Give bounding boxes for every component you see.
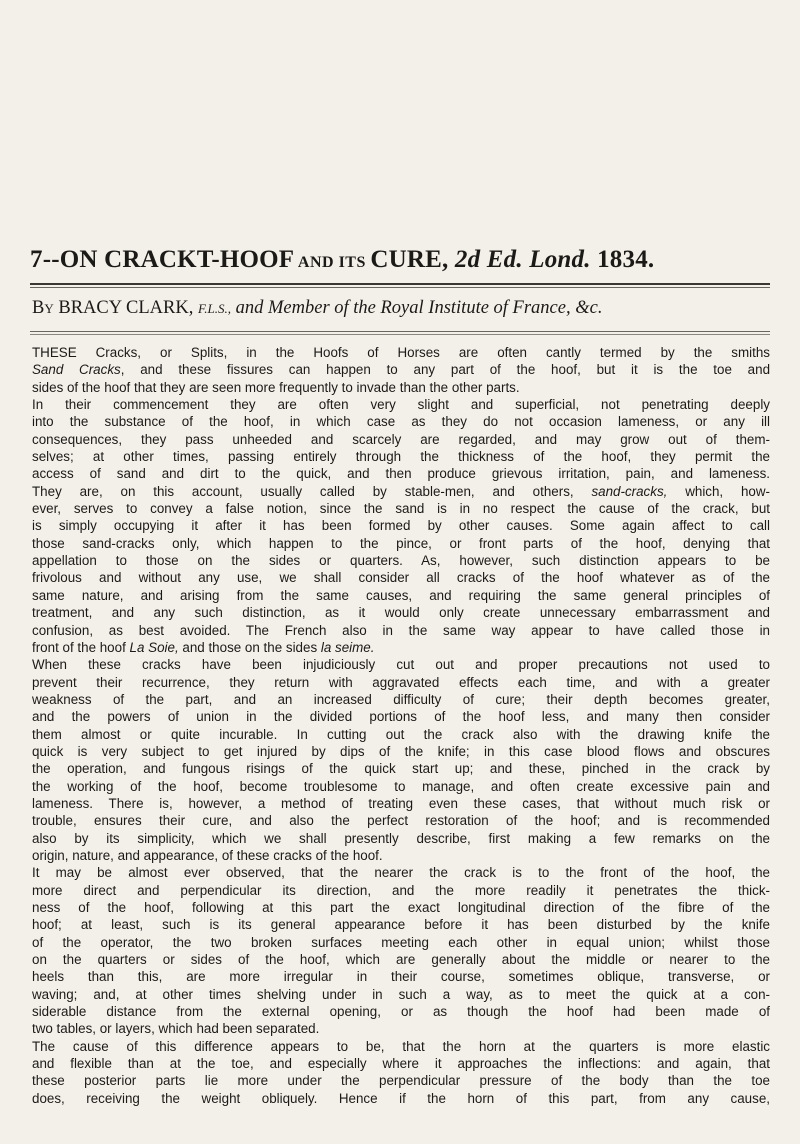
byline-credential: F.L.S., — [198, 301, 231, 316]
byline-affiliation: and Member of the Royal Institute of France, &c. — [231, 298, 603, 318]
byline-rule-upper — [30, 331, 770, 332]
body-line: hoof; at least, such is its general appearance before it has been disturbed by the knife — [32, 917, 770, 933]
body-line: trouble, ensures their cure, and also the perfect restoration of the hoof; and is recommended — [32, 813, 770, 829]
title-year: 1834. — [590, 246, 655, 273]
body-line: also by its simplicity, which we shall presently describe, first making a few remarks on the — [32, 830, 770, 846]
body-line: into the substance of the hoof, in which case as they do not occasion lameness, or any ill — [32, 414, 770, 430]
title-edition: 2d Ed. Lond. — [454, 246, 591, 273]
body-line: the operation, and fungous risings of the quick start up; and these, pinched in the crack by — [32, 761, 770, 777]
author-byline — [32, 298, 772, 319]
body-line: access of sand and dirt to the quick, and then produce grievous irritation, pain, and lameness. — [32, 466, 770, 482]
body-line: It may be almost ever observed, that the nearer the crack is to the front of the hoof, the — [32, 865, 770, 881]
body-line: of the operator, the two broken surfaces meeting each other in equal union; whilst those — [32, 934, 770, 950]
body-line: two tables, or layers, which had been separated. — [32, 1021, 320, 1037]
body-line: They are, on this account, usually called by stable-men, and others, sand-cracks, which, how- — [32, 483, 770, 499]
body-line: appellation to those on the sides or quarters. As, however, such distinction appears to be — [32, 553, 770, 569]
byline-author: BRACY CLARK, — [53, 298, 198, 318]
body-line: quick is very subject to get injured by dips of the knife; in this case blood flows and obscures — [32, 743, 770, 759]
body-line: Sand Cracks, and these fissures can happen to any part of the hoof, but it is the toe and — [32, 362, 770, 378]
body-line: ness of the hoof, following at this part the exact longitudinal direction of the fibre of the — [32, 900, 770, 915]
body-line: on the quarters or sides of the hoof, which are generally about the middle or nearer to the — [32, 952, 770, 968]
body-line: consequences, they pass unheeded and scarcely are regarded, and may grow out of them- — [32, 431, 770, 447]
body-line: confusion, as best avoided. The French also in the same way appear to have called those in — [32, 622, 770, 638]
body-line: same nature, and arising from the same causes, and requiring the same general principles of — [32, 587, 770, 603]
body-line: and the powers of union in the divided portions of the hoof less, and many then consider — [32, 709, 770, 725]
byline-rule-lower — [30, 334, 770, 335]
title-rule-thin — [30, 287, 770, 288]
body-line: The cause of this difference appears to be, that the horn at the quarters is more elastic — [32, 1038, 770, 1054]
body-line: prevent their recurrence, they return with aggravated effects each time, and with a greater — [32, 674, 770, 690]
body-line: and flexible than at the toe, and especially where it approaches the inflections: and again, that — [32, 1056, 770, 1072]
title-rule-thick — [30, 283, 770, 285]
body-line: selves; at other times, passing entirely through the thickness of the hoof, they permit the — [32, 449, 770, 465]
body-line: When these cracks have been injudiciously cut out and proper precautions not used to — [32, 657, 770, 673]
body-line: weakness of the part, and an increased difficulty of cure; their depth becomes greater, — [32, 691, 770, 707]
body-line: them almost or quite incurable. In cutting out the crack also with the drawing knife the — [32, 726, 770, 742]
body-line: the working of the hoof, become troublesome to manage, and often create excessive pain and — [32, 778, 770, 794]
title-and-its: AND ITS — [294, 254, 371, 271]
body-line: front of the hoof La Soie, and those on the sides la seime. — [32, 639, 375, 655]
article-title — [30, 246, 770, 274]
body-line: origin, nature, and appearance, of these cracks of the hoof. — [32, 847, 383, 863]
body-line: treatment, and any such distinction, as it would only create unnecessary embarrassment and — [32, 605, 770, 621]
body-line: siderable distance from the external opening, or as though the hoof had been made of — [32, 1004, 770, 1020]
body-line: does, receiving the weight obliquely. Hence if the horn of this part, from any cause, — [32, 1090, 770, 1106]
byline-by: By — [32, 298, 54, 318]
body-line: THESE Cracks, or Splits, in the Hoofs of Horses are often cantly termed by the smiths — [32, 345, 770, 360]
title-cure: CURE, — [370, 246, 455, 273]
article-body — [32, 344, 770, 1107]
body-line: is simply occupying it after it has been formed by other causes. Some again affect to call — [32, 518, 770, 534]
body-line: those sand-cracks only, which happen to the pince, or front parts of the hoof, denying that — [32, 535, 770, 551]
body-line: In their commencement they are often very slight and superficial, not penetrating deeply — [32, 397, 770, 413]
body-line: ever, serves to convey a false notion, since the sand is in no respect the cause of the crack, but — [32, 501, 770, 517]
title-main: 7--ON CRACKT-HOOF — [30, 246, 295, 273]
body-line: these posterior parts lie more under the perpendicular pressure of the body than the toe — [32, 1073, 770, 1089]
body-line: sides of the hoof that they are seen more frequently to invade than the other parts. — [32, 379, 520, 395]
body-line: lameness. There is, however, a method of treating even these cases, that without much risk or — [32, 795, 770, 811]
body-line: heels than this, are more irregular in their course, sometimes oblique, transverse, or — [32, 969, 770, 985]
body-line: more direct and perpendicular its direction, and the more readily it penetrates the thick- — [32, 882, 770, 898]
body-line: frivolous and without any use, we shall consider all cracks of the hoof whatever as of the — [32, 570, 770, 586]
body-line: waving; and, at other times shelving under in such a way, as to meet the quick at a con- — [32, 986, 770, 1002]
